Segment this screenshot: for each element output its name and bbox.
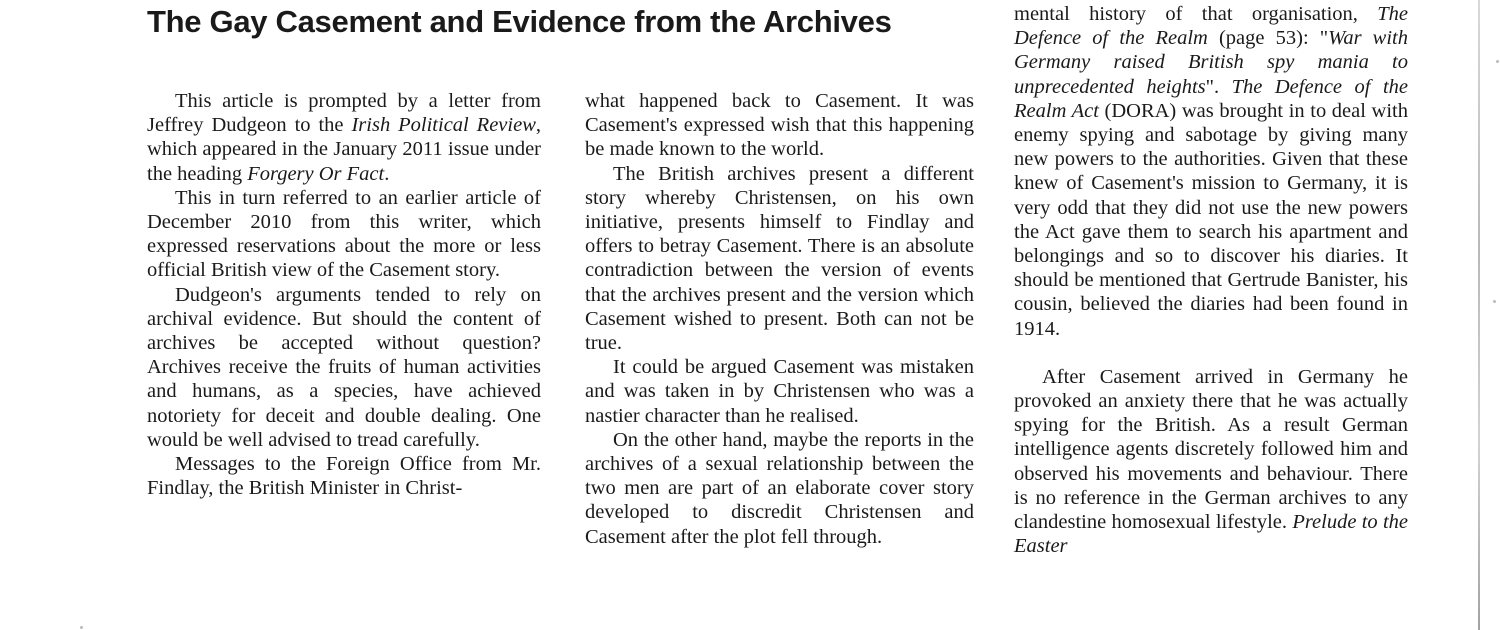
- page-edge-line: [1478, 0, 1480, 630]
- article-paragraph: what happened back to Casement. It was Casement's expressed wish that this happening be made known to the world.: [585, 90, 974, 161]
- paragraph-spacer: [1014, 341, 1408, 365]
- scan-speck: [1496, 60, 1499, 63]
- article-paragraph: This in turn referred to an earlier article of December 2010 from this writer, which expressed reservations about the more or less official British view of the Casement story.: [147, 186, 541, 282]
- article-paragraph: Dudgeon's arguments tended to rely on archival evidence. But should the content of archives be accepted without question? Archives receive the fruits of human activities and humans, as a species, have achieved notoriety for deceit and double dealing. One would be well advised to tread carefully.: [147, 283, 541, 451]
- scan-speck: [1493, 300, 1496, 303]
- column-3: [1014, 2, 1408, 558]
- article-paragraph: The British archives present a different story whereby Christensen, on his own initiative, presents himself to Findlay and offers to betray Casement. There is an absolute contradiction between the version of events that the archives present and the version which Casement wished to present. Both can not be true.: [585, 162, 974, 355]
- article-paragraph: Messages to the Foreign Office from Mr. Findlay, the British Minister in Christ-: [147, 453, 541, 500]
- column-2: [585, 89, 974, 549]
- article-paragraph: On the other hand, maybe the reports in the archives of a sexual relationship between the two men are part of an elaborate cover story developed to discredit Christensen and Casement after the plot fell through.: [585, 428, 974, 548]
- column-1: [147, 89, 541, 500]
- article-headline: The Gay Casement and Evidence from the Archives: [147, 4, 892, 39]
- article-paragraph: After Casement arrived in Germany he provoked an anxiety there that he was actually spying for the British. As a result German intelligence agents discretely followed him and observed his movements and behaviour. There is no reference in the German archives to any clandestine homosexual lifestyle. Prelude to the Easter: [1014, 365, 1409, 558]
- article-paragraph: mental history of that organisation, The Defence of the Realm (page 53): "War with Germany raised British spy mania to unprecedented heights". The Defence of the Realm Act (DORA) was brought in to deal with enemy spying and sabotage by giving many new powers to the authorities. Given that these knew of Casement's mission to Germany, it is very odd that they did not use the new powers the Act gave them to search his apartment and belongings and so to discover his diaries. It should be mentioned that Gertrude Banister, his cousin, believed the diaries had been found in 1914.: [1014, 3, 1409, 340]
- scan-speck: [80, 626, 83, 629]
- article-paragraph: It could be argued Casement was mistaken and was taken in by Christensen who was a nastier character than he realised.: [585, 356, 974, 427]
- article-paragraph: This article is prompted by a letter from Jeffrey Dudgeon to the Irish Political Review, which appeared in the January 2011 issue under the heading Forgery Or Fact.: [147, 90, 541, 185]
